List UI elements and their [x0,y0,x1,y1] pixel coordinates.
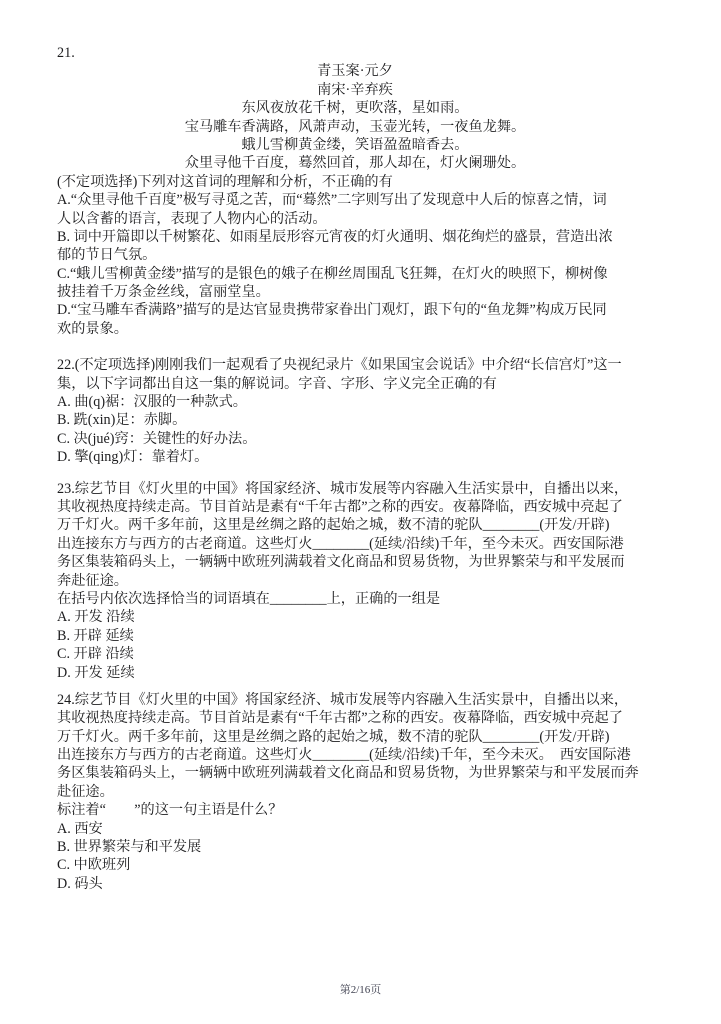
question-24-option-c: C. 中欧班列 [57,857,131,874]
question-24-option-d: D. 码头 [57,875,103,892]
question-22-option-d: D. 擎(qing)灯：靠着灯。 [57,449,209,466]
poem-line: 蛾儿雪柳黄金缕，笑语盈盈暗香去。 [241,136,469,153]
question-22-option-b: B. 跣(xin)足：赤脚。 [57,412,187,429]
question-23-body-line: 其收视热度持续走高。节目首站是素有“千年古都”之称的西安。夜幕降临，西安城中亮起了 [57,498,623,515]
question-23-body-line: 务区集装箱码头上，一辆辆中欧班列满载着文化商品和贸易货物，为世界繁荣与和平发展而 [57,554,625,571]
question-21-option-b-cont: 郁的节日气氛。 [57,247,157,264]
question-21-number: 21. [57,45,75,61]
document-body [57,44,653,893]
question-23-body-line: 23.综艺节目《灯火里的中国》将国家经济、城市发展等内容融入生活实景中，自播出以来， [57,480,629,497]
question-24-option-a: A. 西安 [57,820,103,837]
question-22-stem-cont: 集，以下字词都出自这一集的解说词。字音、字形、字义完全正确的有 [57,375,497,392]
question-23-option-d: D. 开发 延续 [57,664,135,681]
poem-title: 青玉案·元夕 [317,63,393,80]
question-24 [57,691,653,893]
question-24-body-line: 赴征途。 [57,783,114,800]
question-22-option-c: C. 决(jué)窍：关键性的好办法。 [57,430,257,447]
question-21 [57,44,653,338]
question-23-body-line: 出连接东方与西方的古老商道。这些灯火________(延续/沿续)千年，至今未灭。西安国际港 [57,535,624,552]
poem-block [57,62,653,172]
question-21-option-d-cont: 欢的景象。 [57,320,128,337]
question-24-body-line: 24.综艺节目《灯火里的中国》将国家经济、城市发展等内容融入生活实景中，自播出以来， [57,691,629,708]
question-21-option-a-cont: 人以含蓄的语言，表现了人物内心的活动。 [57,210,327,227]
question-24-body-line: 万千灯火。两千多年前，这里是丝绸之路的起始之城，数不清的驼队________(开发/开辟) [57,728,610,745]
question-22-stem: 22.(不定项选择)刚刚我们一起观看了央视纪录片《如果国宝会说话》中介绍“长信宫灯”这一 [57,357,622,374]
question-24-body-line: 务区集装箱码头上，一辆辆中欧班列满载着文化商品和贸易货物，为世界繁荣与和平发展而奔 [57,765,639,782]
page-number: 第2/16页 [339,984,382,996]
poem-author: 南宋·辛弃疾 [317,81,393,98]
question-24-body-line: 其收视热度持续走高。节目首站是素有“千年古都”之称的西安。夜幕降临，西安城中亮起了 [57,710,623,727]
poem-line: 众里寻他千百度，蓦然回首，那人却在，灯火阑珊处。 [184,155,526,172]
question-22 [57,356,653,466]
question-22-option-a: A. 曲(q)裾：汉服的一种款式。 [57,394,247,411]
question-21-option-a: A.“众里寻他千百度”极写寻觅之苦，而“蓦然”二字则写出了发现意中人后的惊喜之情，词 [57,192,607,209]
question-23-option-b: B. 开辟 延续 [57,627,134,644]
question-23-body-line: 万千灯火。两千多年前，这里是丝绸之路的起始之城，数不清的驼队________(开发/开辟) [57,517,610,534]
question-23-body-line: 奔赴征途。 [57,572,128,589]
question-23-option-c: C. 开辟 沿续 [57,646,134,663]
question-21-stem: (不定项选择)下列对这首词的理解和分析，不正确的有 [57,173,393,190]
question-24-option-b: B. 世界繁荣与和平发展 [57,839,202,856]
question-21-option-c-cont: 披挂着千万条金丝线，富丽堂皇。 [57,284,270,301]
question-21-option-c: C.“蛾儿雪柳黄金缕”描写的是银色的娥子在柳丝周围乱飞狂舞，在灯火的映照下，柳树像 [57,265,608,282]
question-21-option-d: D.“宝马雕车香满路”描写的是达官显贵携带家眷出门观灯，跟下句的“鱼龙舞”构成万民同 [57,302,607,319]
question-24-body-line: 出连接东方与西方的古老商道。这些灯火________(延续/沿续)千年，至今未灭。 西安国际港 [57,747,631,764]
question-23-option-a: A. 开发 沿续 [57,609,135,626]
poem-line: 宝马雕车香满路，风萧声动，玉壶光转，一夜鱼龙舞。 [184,118,526,135]
question-24-prompt: 标注着“ ”的这一句主语是什么？ [57,802,283,819]
poem-line: 东风夜放花千树，更吹落，星如雨。 [241,100,469,117]
question-21-option-b: B. 词中开篇即以千树繁花、如雨星辰形容元宵夜的灯火通明、烟花绚烂的盛景，营造出浓 [57,228,613,245]
question-23-prompt: 在括号内依次选择恰当的词语填在________上，正确的一组是 [57,590,441,607]
question-23 [57,480,653,682]
